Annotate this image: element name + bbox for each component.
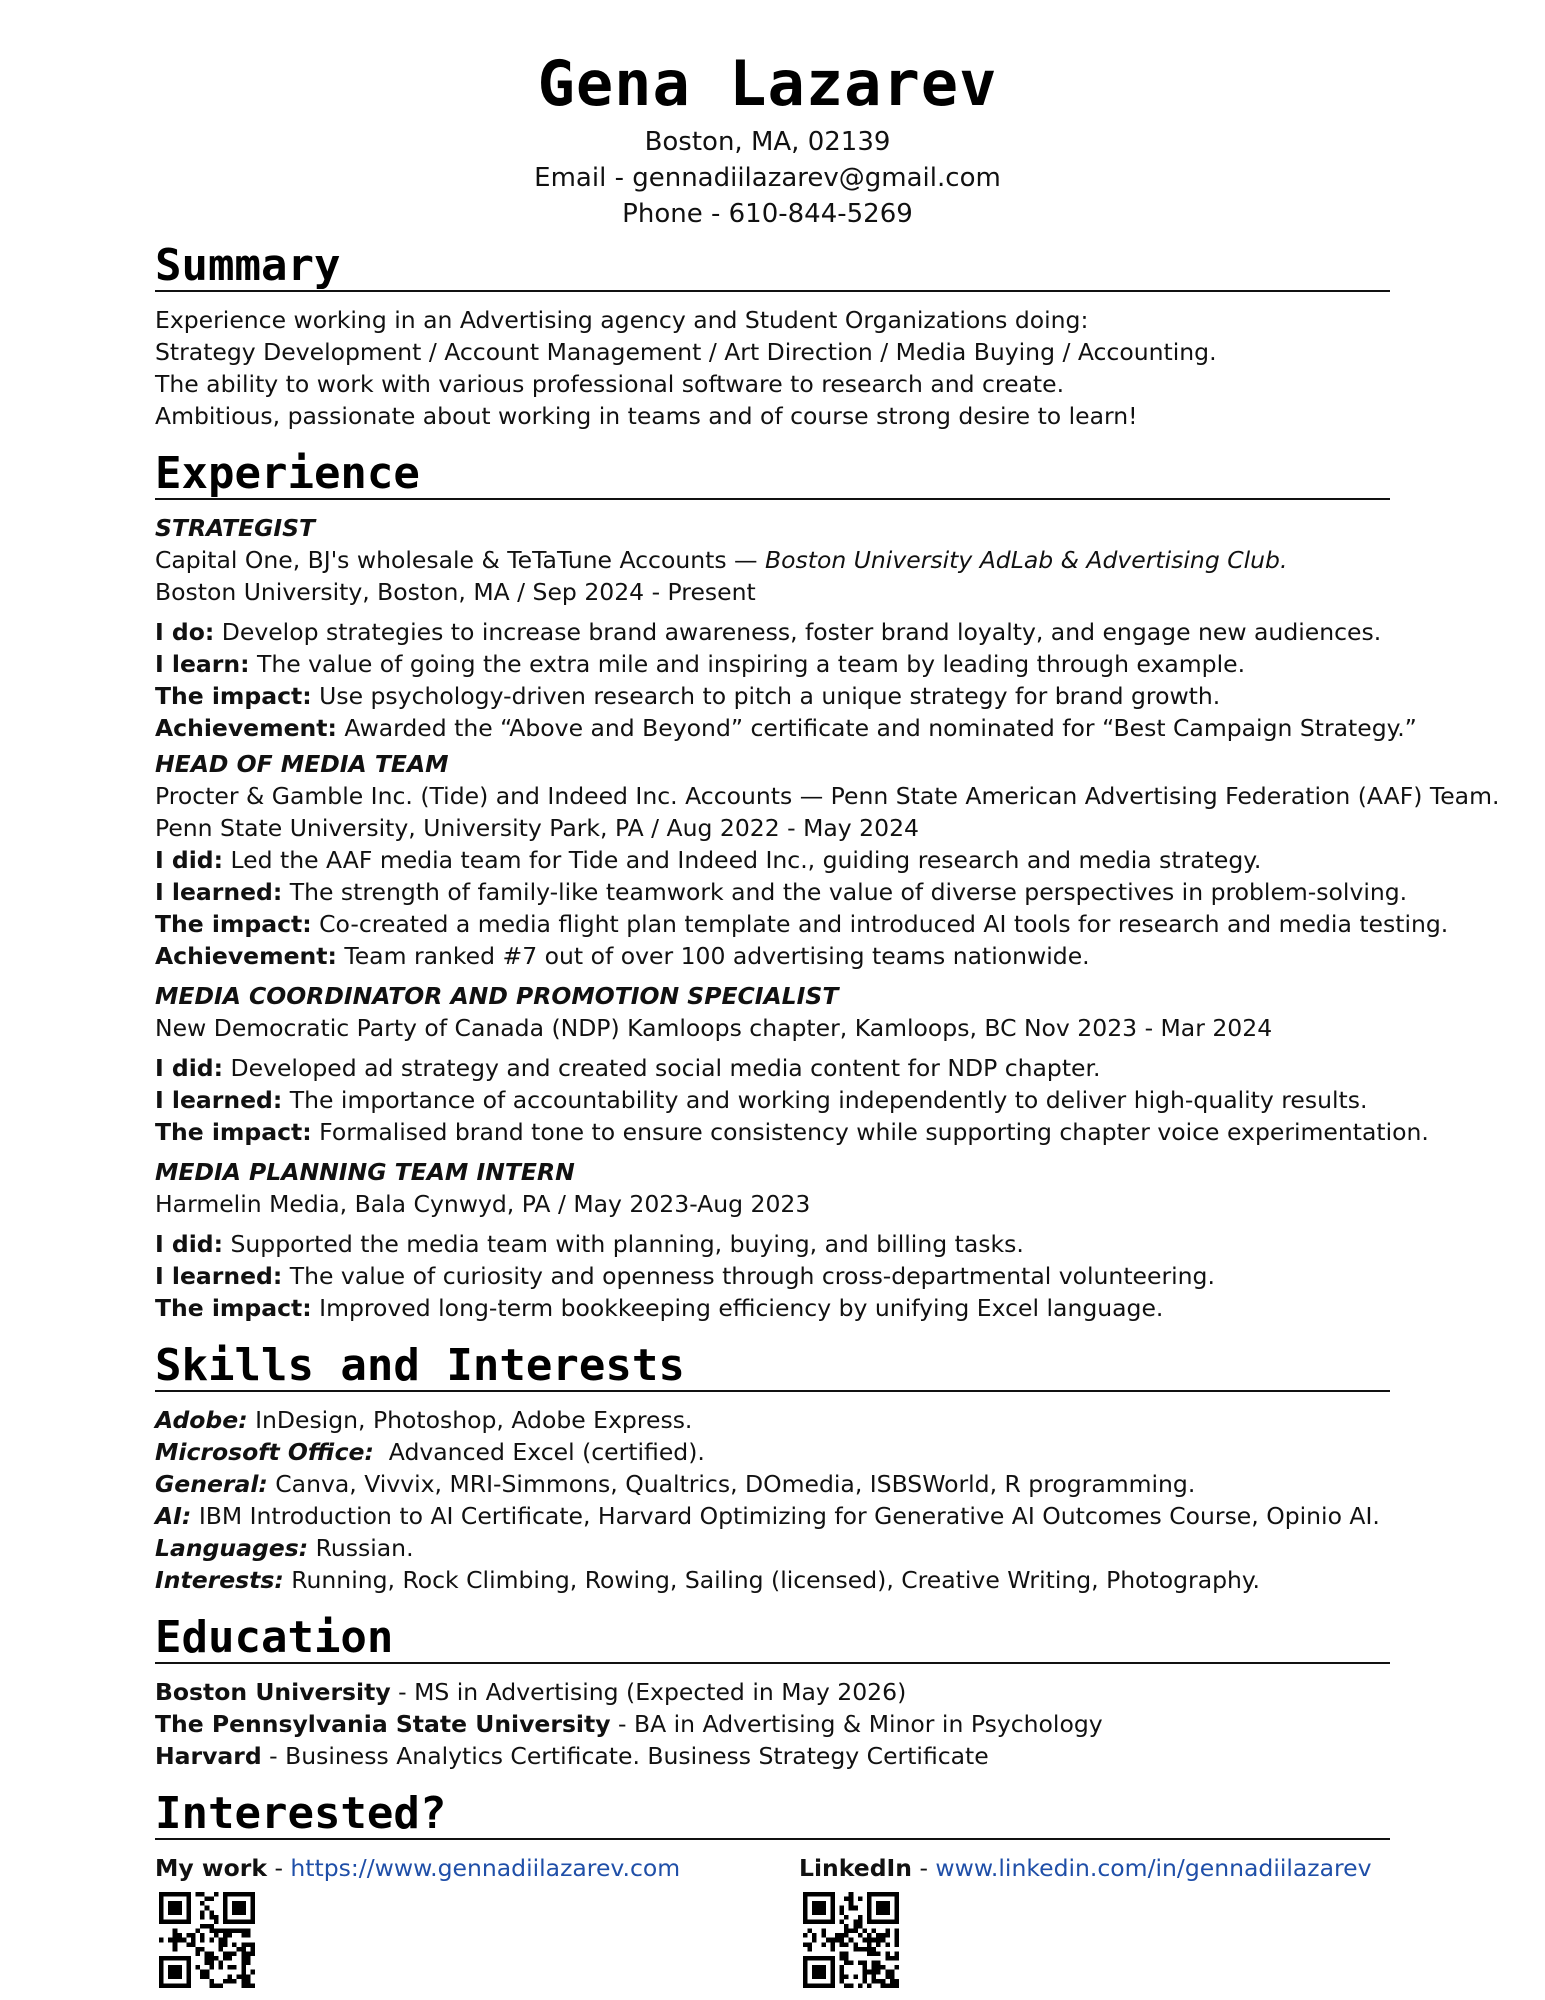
interested-heading: Interested? — [155, 1786, 1390, 1840]
job-location: Boston University, Boston, MA / Sep 2024 - Present — [155, 578, 756, 606]
job-item — [155, 908, 1449, 940]
address: Boston, MA, 02139 — [644, 127, 891, 157]
skill-label: Interests: — [155, 1566, 284, 1594]
education-heading: Education — [155, 1610, 1390, 1664]
item-label: I learn: — [155, 650, 250, 678]
job-item — [155, 940, 1390, 972]
skill-text: Russian. — [308, 1534, 414, 1562]
education-row — [155, 1676, 1390, 1708]
resume-name: Gena Lazarev — [537, 47, 998, 120]
job-location: Penn State University, University Park, PA / Aug 2022 - May 2024 — [155, 814, 919, 842]
summary-line: Experience working in an Advertising agency and Student Organizations doing: — [155, 306, 1089, 334]
job-item — [155, 1084, 1390, 1116]
skill-row — [155, 1468, 1390, 1500]
job-item — [155, 1228, 1390, 1260]
experience-heading: Experience — [155, 446, 1390, 500]
item-label: The impact: — [155, 1294, 312, 1322]
item-label: I did: — [155, 1054, 224, 1082]
skills-section — [155, 1404, 1390, 1596]
item-text: Use psychology-driven research to pitch a unique strategy for brand growth. — [311, 682, 1221, 710]
item-text: Co-created a media flight plan template and introduced AI tools for research and media testing. — [311, 910, 1449, 938]
skill-row — [155, 1564, 1390, 1596]
linkedin — [799, 1852, 1372, 1884]
job-item — [155, 844, 1390, 876]
job-role: MEDIA COORDINATOR AND PROMOTION SPECIALIST — [155, 982, 839, 1010]
skill-label: Microsoft Office: — [155, 1438, 374, 1466]
summary-line: The ability to work with various professional software to research and create. — [155, 370, 1065, 398]
job-item — [155, 876, 1408, 908]
item-label: I did: — [155, 846, 224, 874]
links-row — [155, 1852, 1390, 1888]
job-org-italic: Boston University AdLab & Advertising Club. — [765, 546, 1288, 574]
qr-code-my-work[interactable] — [159, 1892, 255, 1988]
job-item — [155, 1260, 1390, 1292]
job-entry — [155, 512, 1417, 744]
school-name: The Pennsylvania State University — [155, 1710, 611, 1738]
phone: Phone - 610-844-5269 — [622, 199, 913, 229]
item-label: I learned: — [155, 1262, 283, 1290]
item-text: Develop strategies to increase brand awareness, foster brand loyalty, and engage new audiences. — [214, 618, 1382, 646]
item-label: Achievement: — [155, 714, 337, 742]
item-text: The importance of accountability and working independently to deliver high-quality results. — [282, 1086, 1368, 1114]
job-item — [155, 616, 1390, 648]
item-text: The value of curiosity and openness through cross-departmental volunteering. — [282, 1262, 1215, 1290]
item-text: The strength of family-like teamwork and the value of diverse perspectives in problem-solving. — [282, 878, 1408, 906]
item-text: Improved long-term bookkeeping efficiency by unifying Excel language. — [311, 1294, 1164, 1322]
item-label: I did: — [155, 1230, 224, 1258]
skill-text: IBM Introduction to AI Certificate, Harvard Optimizing for Generative AI Outcomes Course, Opinio AI. — [191, 1502, 1380, 1530]
resume-page — [155, 44, 1500, 1988]
job-org-text: Capital One, BJ's wholesale & TeTaTune Accounts — — [155, 546, 766, 574]
skill-label: Languages: — [155, 1534, 309, 1562]
skill-text: Running, Rock Climbing, Rowing, Sailing (licensed), Creative Writing, Photography. — [283, 1566, 1260, 1594]
item-label: The impact: — [155, 682, 312, 710]
skill-text: Advanced Excel (certified). — [373, 1438, 705, 1466]
degree-text: - BA in Advertising & Minor in Psychology — [610, 1710, 1103, 1738]
summary-line: Ambitious, passionate about working in teams and of course strong desire to learn! — [155, 402, 1138, 430]
skill-label: Adobe: — [155, 1406, 248, 1434]
skill-row — [155, 1404, 1390, 1436]
job-role: HEAD OF MEDIA TEAM — [155, 750, 449, 778]
job-entry — [155, 1156, 1390, 1324]
job-item — [155, 1116, 1429, 1148]
job-org: Harmelin Media, Bala Cynwyd, PA / May 2023-Aug 2023 — [155, 1190, 811, 1218]
job-item — [155, 648, 1390, 680]
school-name: Harvard — [155, 1742, 262, 1770]
linkedin-sep: - — [912, 1854, 936, 1882]
my-work-link[interactable]: https://www.gennadiilazarev.com — [290, 1854, 681, 1882]
job-item — [155, 680, 1390, 712]
linkedin-link[interactable]: www.linkedin.com/in/gennadiilazarev — [935, 1854, 1372, 1882]
job-item — [155, 1052, 1390, 1084]
summary-heading: Summary — [155, 238, 1390, 292]
education-row — [155, 1708, 1390, 1740]
item-text: Awarded the “Above and Beyond” certificate and nominated for “Best Campaign Strategy.” — [336, 714, 1417, 742]
job-item — [155, 712, 1417, 744]
job-item — [155, 1292, 1390, 1324]
my-work-sep: - — [266, 1854, 291, 1882]
item-text: Developed ad strategy and created social media content for NDP chapter. — [223, 1054, 1101, 1082]
item-label: The impact: — [155, 910, 312, 938]
skill-text: InDesign, Photoshop, Adobe Express. — [247, 1406, 693, 1434]
summary-line: Strategy Development / Account Management / Art Direction / Media Buying / Accounting. — [155, 338, 1217, 366]
job-org — [155, 544, 1390, 576]
education-section — [155, 1676, 1390, 1772]
education-row — [155, 1740, 1390, 1772]
job-org: New Democratic Party of Canada (NDP) Kamloops chapter, Kamloops, BC Nov 2023 - Mar 2024 — [155, 1014, 1273, 1042]
item-label: I do: — [155, 618, 215, 646]
skill-label: AI: — [155, 1502, 192, 1530]
summary-section — [155, 304, 1390, 432]
job-org: Procter & Gamble Inc. (Tide) and Indeed Inc. Accounts — Penn State American Advertising Federation (AAF) Team. — [155, 782, 1500, 810]
email: Email - gennadiilazarev@gmail.com — [534, 163, 1001, 193]
item-text: Led the AAF media team for Tide and Indeed Inc., guiding research and media strategy. — [223, 846, 1262, 874]
item-text: Supported the media team with planning, buying, and billing tasks. — [223, 1230, 1024, 1258]
school-name: Boston University — [155, 1678, 391, 1706]
item-text: Team ranked #7 out of over 100 advertising teams nationwide. — [336, 942, 1090, 970]
degree-text: - MS in Advertising (Expected in May 2026) — [390, 1678, 907, 1706]
item-label: I learned: — [155, 1086, 283, 1114]
degree-text: - Business Analytics Certificate. Business Strategy Certificate — [261, 1742, 989, 1770]
item-label: The impact: — [155, 1118, 312, 1146]
job-entry — [155, 980, 1429, 1148]
job-entry — [155, 748, 1500, 972]
skill-row — [155, 1500, 1390, 1532]
my-work — [155, 1852, 680, 1884]
skills-heading: Skills and Interests — [155, 1338, 1390, 1392]
job-role: STRATEGIST — [155, 514, 316, 542]
skill-row — [155, 1436, 1390, 1468]
item-text: Formalised brand tone to ensure consistency while supporting chapter voice experimentation. — [311, 1118, 1429, 1146]
skill-row — [155, 1532, 1390, 1564]
item-label: I learned: — [155, 878, 283, 906]
skill-text: Canva, Vivvix, MRI-Simmons, Qualtrics, DOmedia, ISBSWorld, R programming. — [267, 1470, 1196, 1498]
item-text: The value of going the extra mile and inspiring a team by leading through example. — [249, 650, 1246, 678]
skill-label: General: — [155, 1470, 268, 1498]
linkedin-label: LinkedIn — [799, 1854, 912, 1882]
item-label: Achievement: — [155, 942, 337, 970]
my-work-label: My work — [155, 1854, 267, 1882]
qr-code-linkedin[interactable] — [803, 1892, 899, 1988]
job-role: MEDIA PLANNING TEAM INTERN — [155, 1158, 575, 1186]
